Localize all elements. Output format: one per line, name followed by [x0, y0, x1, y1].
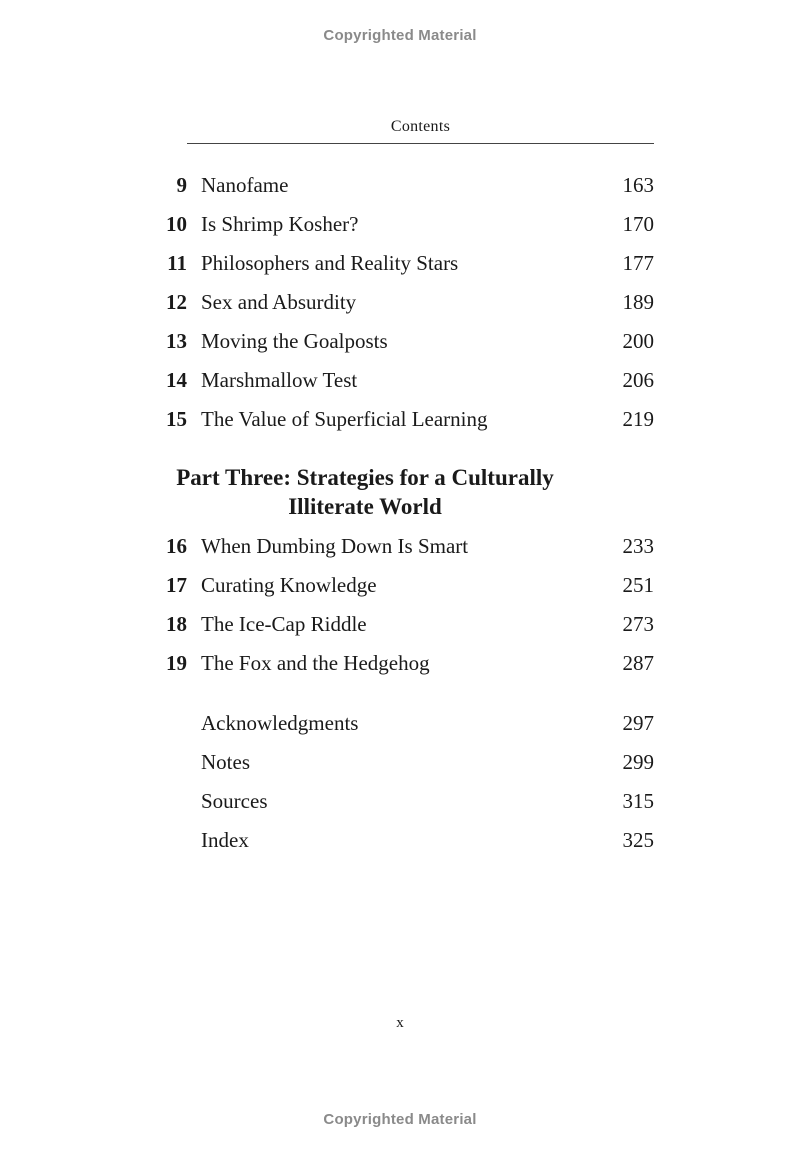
watermark-bottom: Copyrighted Material	[323, 1111, 477, 1128]
toc-entry[interactable]	[0, 649, 800, 677]
chapter-number: 14	[166, 368, 187, 392]
toc-entry[interactable]	[0, 610, 800, 638]
part-heading-line-1: Part Three: Strategies for a Culturally	[176, 465, 554, 490]
chapter-title: Curating Knowledge	[201, 573, 377, 597]
page-number: 287	[622, 651, 654, 675]
toc-entry-back-matter[interactable]	[0, 748, 800, 776]
back-matter-title: Sources	[201, 789, 268, 813]
page-number: 325	[622, 828, 654, 852]
chapter-number: 13	[166, 329, 187, 353]
watermark-top: Copyrighted Material	[323, 27, 477, 44]
chapter-number: 16	[166, 534, 187, 558]
toc-entry[interactable]	[0, 210, 800, 238]
part-heading	[150, 463, 580, 521]
chapter-number: 17	[166, 573, 187, 597]
chapter-title: Nanofame	[201, 173, 289, 197]
chapter-title: Is Shrimp Kosher?	[201, 212, 359, 236]
page-number: 163	[622, 173, 654, 197]
chapter-title: The Ice-Cap Riddle	[201, 612, 367, 636]
toc-entry[interactable]	[0, 571, 800, 599]
running-head: Contents	[390, 118, 451, 135]
chapter-number: 19	[166, 651, 187, 675]
page-number: 297	[622, 711, 654, 735]
part-heading-line-2: Illiterate World	[288, 494, 442, 519]
chapter-title: Sex and Absurdity	[201, 290, 357, 314]
toc-entry[interactable]	[0, 288, 800, 316]
chapter-number: 9	[176, 173, 187, 197]
back-matter-title: Index	[201, 828, 249, 852]
page-number: 251	[622, 573, 654, 597]
page-number: 299	[622, 750, 654, 774]
chapter-title: Marshmallow Test	[201, 368, 358, 392]
toc-entry[interactable]	[0, 366, 800, 394]
back-matter-title: Acknowledgments	[201, 711, 359, 735]
chapter-title: When Dumbing Down Is Smart	[201, 534, 469, 558]
chapter-number: 10	[166, 212, 187, 236]
page-number: 315	[622, 789, 654, 813]
toc-entry-back-matter[interactable]	[0, 709, 800, 737]
chapter-number: 11	[167, 251, 187, 275]
chapter-number: 15	[166, 407, 187, 431]
chapter-number: 12	[166, 290, 187, 314]
toc-entry[interactable]	[0, 327, 800, 355]
page-number: 170	[622, 212, 654, 236]
chapter-title: The Fox and the Hedgehog	[201, 651, 430, 675]
page-number: 219	[622, 407, 654, 431]
page-number: 177	[622, 251, 654, 275]
toc-entry[interactable]	[0, 532, 800, 560]
chapter-title: Philosophers and Reality Stars	[201, 251, 459, 275]
toc-entry[interactable]	[0, 249, 800, 277]
page-number: 273	[622, 612, 654, 636]
folio-page-number: x	[396, 1015, 404, 1031]
page-number: 206	[622, 368, 654, 392]
page-number: 200	[622, 329, 654, 353]
chapter-number: 18	[166, 612, 187, 636]
toc-entry[interactable]	[0, 171, 800, 199]
toc-entry-back-matter[interactable]	[0, 826, 800, 854]
header-rule	[187, 143, 654, 144]
toc-entry-back-matter[interactable]	[0, 787, 800, 815]
chapter-title: The Value of Superficial Learning	[201, 407, 488, 431]
back-matter-title: Notes	[201, 750, 250, 774]
page-number: 189	[622, 290, 654, 314]
toc-entry[interactable]	[0, 405, 800, 433]
chapter-title: Moving the Goalposts	[201, 329, 388, 353]
page-number: 233	[622, 534, 654, 558]
